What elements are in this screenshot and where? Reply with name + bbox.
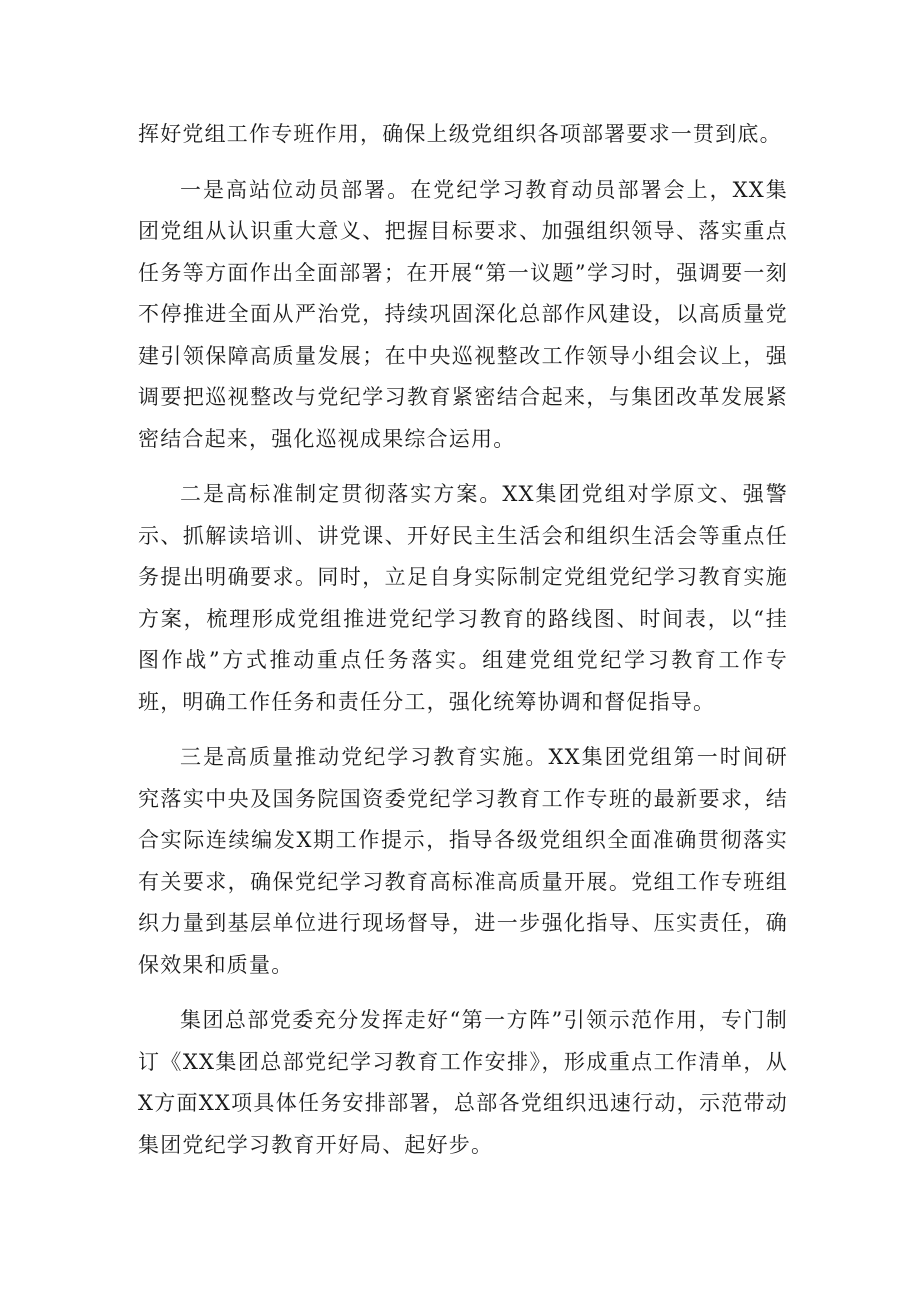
paragraph-education-implementation: 三是高质量推动党纪学习教育实施。XX集团党组第一时间研究落实中央及国务院国资委党纪学习教育工作专班的最新要求，结合实际连续编发X期工作提示，指导各级党组织全面准确贯彻落实有关要求，确保党纪学习教育高标准高质量开展。党组工作专班组织力量到基层单位进行现场督导，进一步强化指导、压实责任，确保效果和质量。 <box>138 745 788 977</box>
paragraph-mobilization: 一是高站位动员部署。在党纪学习教育动员部署会上，XX集团党组从认识重大意义、把握目标要求、加强组织领导、落实重点任务等方面作出全面部署；在开展“第一议题”学习时，强调要一刻不停推进全面从严治党，持续巩固深化总部作风建设，以高质量党建引领保障高质量发展；在中央巡视整改工作领导小组会议上，强调要把巡视整改与党纪学习教育紧密结合起来，与集团改革发展紧密结合起来，强化巡视成果综合运用。 <box>138 177 788 451</box>
paragraph-implementation-plan: 二是高标准制定贯彻落实方案。XX集团党组对学原文、强警示、抓解读培训、讲党课、开好民主生活会和组织生活会等重点任务提出明确要求。同时，立足自身实际制定党组党纪学习教育实施方案，梳理形成党组推进党纪学习教育的路线图、时间表，以“挂图作战”方式推动重点任务落实。组建党组党纪学习教育工作专班，明确工作任务和责任分工，强化统筹协调和督促指导。 <box>138 482 788 714</box>
document-body <box>138 114 788 1166</box>
paragraph-headquarters-committee: 集团总部党委充分发挥走好“第一方阵”引领示范作用，专门制订《XX集团总部党纪学习教育工作安排》，形成重点工作清单，从X方面XX项具体任务安排部署，总部各党组织迅速行动，示范带动集团党纪学习教育开好局、起好步。 <box>138 1008 788 1157</box>
paragraph-continuation: 挥好党组工作专班作用，确保上级党组织各项部署要求一贯到底。 <box>138 122 782 146</box>
